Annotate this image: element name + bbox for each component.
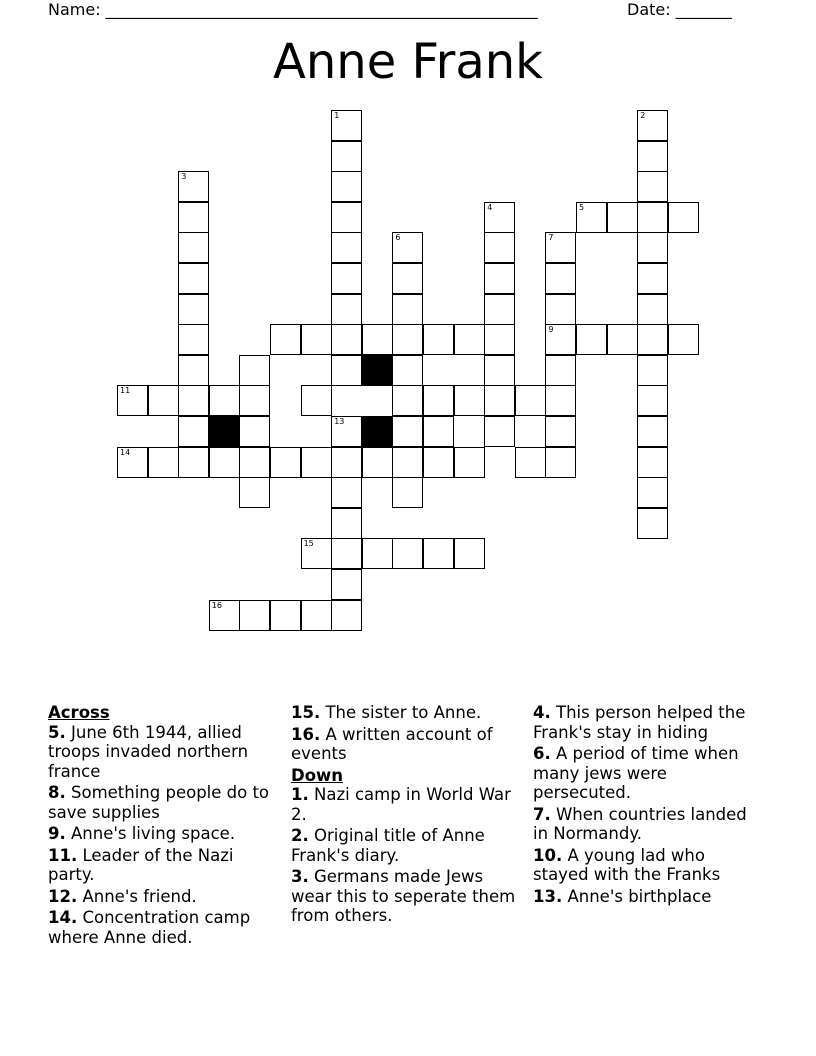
grid-cell[interactable] bbox=[637, 324, 668, 355]
across-clue-list-continued bbox=[291, 703, 519, 764]
clues-column-2 bbox=[291, 703, 519, 928]
clue-item bbox=[48, 846, 276, 885]
clue-number: 1 bbox=[334, 111, 340, 120]
grid-cell[interactable] bbox=[178, 171, 209, 202]
clue-item-number: 11. bbox=[48, 845, 78, 865]
grid-cell[interactable] bbox=[423, 538, 454, 569]
grid-cell[interactable] bbox=[637, 385, 668, 416]
clue-item-number: 5. bbox=[48, 722, 66, 742]
clue-item-number: 10. bbox=[533, 845, 563, 865]
grid-cell[interactable] bbox=[301, 385, 332, 416]
grid-cell[interactable] bbox=[423, 324, 454, 355]
clue-item-text: Anne's friend. bbox=[77, 886, 197, 906]
grid-cell[interactable] bbox=[515, 385, 546, 416]
grid-cell[interactable] bbox=[392, 538, 423, 569]
clue-item bbox=[48, 887, 276, 907]
grid-cell[interactable] bbox=[239, 447, 270, 478]
clue-item-text: June 6th 1944, allied troops invaded northern france bbox=[48, 722, 249, 781]
clue-number: 3 bbox=[181, 172, 187, 182]
clue-item-text: Nazi camp in World War 2. bbox=[291, 785, 511, 824]
grid-cell[interactable] bbox=[301, 600, 332, 631]
grid-cell[interactable] bbox=[637, 263, 668, 294]
grid-cell[interactable] bbox=[331, 294, 362, 325]
grid-cell[interactable] bbox=[637, 294, 668, 325]
clue-item-text: When countries landed in Normandy. bbox=[533, 804, 747, 843]
grid-cell[interactable] bbox=[209, 600, 240, 631]
grid-cell[interactable] bbox=[576, 324, 607, 355]
grid-cell[interactable] bbox=[239, 416, 270, 447]
grid-cell[interactable] bbox=[545, 355, 576, 386]
clue-item-text: Concentration camp where Anne died. bbox=[48, 908, 251, 947]
clue-number: 14 bbox=[120, 447, 131, 457]
grid-cell[interactable] bbox=[178, 263, 209, 294]
clue-item-text: A period of time when many jews were persecuted. bbox=[533, 744, 739, 802]
grid-cell[interactable] bbox=[209, 385, 240, 416]
clue-item bbox=[533, 887, 763, 907]
grid-cell[interactable] bbox=[178, 294, 209, 325]
clue-item bbox=[48, 783, 276, 822]
grid-cell[interactable] bbox=[668, 324, 699, 355]
grid-cell[interactable] bbox=[178, 324, 209, 355]
grid-cell[interactable] bbox=[331, 263, 362, 294]
clue-item-number: 3. bbox=[291, 867, 309, 886]
down-heading: Down bbox=[291, 765, 344, 785]
grid-cell[interactable] bbox=[239, 477, 270, 508]
grid-cell[interactable] bbox=[545, 416, 576, 447]
down-clue-list bbox=[291, 785, 519, 926]
clue-item-number: 14. bbox=[48, 908, 78, 927]
grid-cell[interactable] bbox=[331, 324, 362, 355]
clue-item-text: Leader of the Nazi party. bbox=[48, 845, 234, 884]
grid-cell[interactable] bbox=[331, 416, 362, 447]
grid-cell[interactable] bbox=[637, 477, 668, 508]
grid-cell[interactable] bbox=[637, 141, 668, 172]
clue-item-number: 7. bbox=[533, 804, 551, 824]
grid-cell[interactable] bbox=[301, 447, 332, 478]
grid-cell[interactable] bbox=[484, 263, 515, 294]
grid-cell[interactable] bbox=[637, 355, 668, 386]
grid-cell[interactable] bbox=[545, 447, 576, 478]
clue-item-number: 15. bbox=[291, 703, 321, 722]
grid-cell[interactable] bbox=[637, 171, 668, 202]
grid-cell[interactable] bbox=[331, 171, 362, 202]
grid-cell[interactable] bbox=[545, 232, 576, 263]
clue-item-text: A written account of events bbox=[291, 724, 493, 763]
grid-cell[interactable] bbox=[331, 141, 362, 172]
clue-item bbox=[48, 723, 276, 782]
grid-cell[interactable] bbox=[545, 263, 576, 294]
grid-cell[interactable] bbox=[545, 294, 576, 325]
grid-cell[interactable] bbox=[484, 232, 515, 263]
grid-cell[interactable] bbox=[545, 324, 576, 355]
grid-cell[interactable] bbox=[239, 600, 270, 631]
clue-item-text: A young lad who stayed with the Franks bbox=[533, 845, 721, 884]
clue-item-text: Anne's living space. bbox=[65, 824, 236, 843]
grid-cell[interactable] bbox=[637, 447, 668, 478]
grid-cell[interactable] bbox=[178, 447, 209, 478]
clue-item-text: Original title of Anne Frank's diary. bbox=[291, 826, 485, 865]
clue-item bbox=[533, 744, 763, 803]
grid-cell[interactable] bbox=[331, 355, 362, 386]
clue-item bbox=[48, 824, 276, 844]
clue-number: 5 bbox=[579, 202, 585, 212]
clue-item bbox=[291, 725, 519, 764]
grid-cell[interactable] bbox=[148, 447, 179, 478]
grid-cell[interactable] bbox=[484, 202, 515, 233]
clue-item-number: 1. bbox=[291, 785, 309, 804]
clue-item-text: The sister to Anne. bbox=[320, 703, 482, 722]
grid-cell[interactable] bbox=[484, 294, 515, 325]
grid-cell[interactable] bbox=[239, 385, 270, 416]
grid-cell[interactable] bbox=[484, 324, 515, 355]
grid-cell[interactable] bbox=[454, 385, 485, 416]
grid-cell[interactable] bbox=[178, 355, 209, 386]
grid-cell[interactable] bbox=[331, 232, 362, 263]
page-title: Anne Frank bbox=[273, 34, 543, 90]
grid-cell[interactable] bbox=[637, 508, 668, 539]
grid-cell[interactable] bbox=[331, 569, 362, 600]
clue-item-number: 2. bbox=[291, 826, 309, 845]
clues-column-1 bbox=[48, 703, 276, 949]
grid-cell[interactable] bbox=[637, 232, 668, 263]
grid-cell[interactable] bbox=[392, 232, 423, 263]
grid-cell[interactable] bbox=[270, 324, 301, 355]
grid-cell[interactable] bbox=[607, 202, 638, 233]
grid-cell[interactable] bbox=[239, 355, 270, 386]
grid-cell[interactable] bbox=[392, 294, 423, 325]
grid-cell[interactable] bbox=[331, 202, 362, 233]
grid-cell[interactable] bbox=[423, 385, 454, 416]
clue-item-number: 6. bbox=[533, 744, 551, 763]
grid-cell[interactable] bbox=[392, 477, 423, 508]
clue-number: 15 bbox=[303, 539, 314, 549]
grid-cell[interactable] bbox=[637, 110, 668, 141]
grid-cell[interactable] bbox=[392, 447, 423, 478]
grid-block bbox=[362, 416, 393, 447]
across-clue-list bbox=[48, 723, 276, 948]
clue-number: 6 bbox=[395, 233, 401, 243]
grid-cell[interactable] bbox=[484, 385, 515, 416]
grid-cell[interactable] bbox=[454, 538, 485, 569]
grid-cell[interactable] bbox=[484, 416, 515, 447]
grid-cell[interactable] bbox=[668, 202, 699, 233]
clue-item-number: 16. bbox=[291, 724, 321, 744]
grid-cell[interactable] bbox=[331, 447, 362, 478]
grid-cell[interactable] bbox=[484, 355, 515, 386]
grid-cell[interactable] bbox=[454, 324, 485, 355]
date-field-label: Date: _______ bbox=[627, 0, 732, 19]
grid-cell[interactable] bbox=[331, 600, 362, 631]
grid-cell[interactable] bbox=[392, 416, 423, 447]
grid-cell[interactable] bbox=[392, 263, 423, 294]
clue-number: 7 bbox=[548, 233, 554, 243]
grid-cell[interactable] bbox=[392, 324, 423, 355]
grid-cell[interactable] bbox=[515, 447, 546, 478]
clue-number: 9 bbox=[548, 325, 554, 335]
grid-cell[interactable] bbox=[392, 385, 423, 416]
grid-cell[interactable] bbox=[178, 416, 209, 447]
grid-cell[interactable] bbox=[637, 416, 668, 447]
clue-item bbox=[291, 703, 519, 723]
clue-item-text: Anne's birthplace bbox=[562, 886, 712, 906]
grid-cell[interactable] bbox=[423, 447, 454, 478]
clue-number: 2 bbox=[640, 111, 646, 120]
grid-cell[interactable] bbox=[270, 447, 301, 478]
clue-item bbox=[291, 826, 519, 865]
clue-number: 4 bbox=[487, 202, 493, 212]
grid-cell[interactable] bbox=[362, 538, 393, 569]
clue-item-number: 4. bbox=[533, 703, 551, 722]
grid-block bbox=[362, 355, 393, 386]
clue-item bbox=[533, 846, 763, 885]
grid-cell[interactable] bbox=[454, 447, 485, 478]
clue-item-text: Germans made Jews wear this to seperate them from others. bbox=[291, 867, 516, 925]
grid-cell[interactable] bbox=[148, 385, 179, 416]
grid-cell[interactable] bbox=[331, 508, 362, 539]
clue-number: 11 bbox=[120, 386, 131, 396]
grid-cell[interactable] bbox=[331, 477, 362, 508]
clue-item bbox=[533, 703, 763, 742]
clue-item bbox=[291, 867, 519, 926]
clue-number: 16 bbox=[211, 600, 222, 610]
clue-item-number: 12. bbox=[48, 886, 78, 906]
clues-column-3 bbox=[533, 703, 763, 908]
grid-cell[interactable] bbox=[392, 355, 423, 386]
clue-item-number: 9. bbox=[48, 824, 66, 843]
across-heading: Across bbox=[48, 703, 110, 722]
clue-item-text: This person helped the Frank's stay in hiding bbox=[533, 703, 746, 742]
grid-cell[interactable] bbox=[209, 447, 240, 478]
grid-cell[interactable] bbox=[117, 385, 148, 416]
grid-cell[interactable] bbox=[637, 202, 668, 233]
grid-cell[interactable] bbox=[301, 538, 332, 569]
grid-cell[interactable] bbox=[331, 538, 362, 569]
clue-item-number: 8. bbox=[48, 783, 66, 802]
grid-cell[interactable] bbox=[331, 110, 362, 141]
down-clue-list-continued bbox=[533, 703, 763, 906]
clue-item bbox=[48, 908, 276, 947]
grid-cell[interactable] bbox=[178, 232, 209, 263]
grid-cell[interactable] bbox=[362, 324, 393, 355]
grid-cell[interactable] bbox=[576, 202, 607, 233]
clue-item bbox=[291, 785, 519, 824]
grid-cell[interactable] bbox=[423, 416, 454, 447]
grid-block bbox=[209, 416, 240, 447]
clue-item-text: Something people do to save supplies bbox=[48, 783, 270, 822]
grid-cell[interactable] bbox=[178, 385, 209, 416]
grid-cell[interactable] bbox=[301, 324, 332, 355]
grid-cell[interactable] bbox=[117, 447, 148, 478]
grid-cell[interactable] bbox=[178, 202, 209, 233]
clue-item-number: 13. bbox=[533, 886, 563, 906]
clue-item bbox=[533, 805, 763, 844]
grid-cell[interactable] bbox=[362, 447, 393, 478]
grid-cell[interactable] bbox=[545, 385, 576, 416]
grid-cell[interactable] bbox=[270, 600, 301, 631]
grid-cell[interactable] bbox=[607, 324, 638, 355]
clue-number: 13 bbox=[334, 417, 345, 426]
name-field-label: Name: ______________________________________________________ bbox=[48, 0, 538, 19]
